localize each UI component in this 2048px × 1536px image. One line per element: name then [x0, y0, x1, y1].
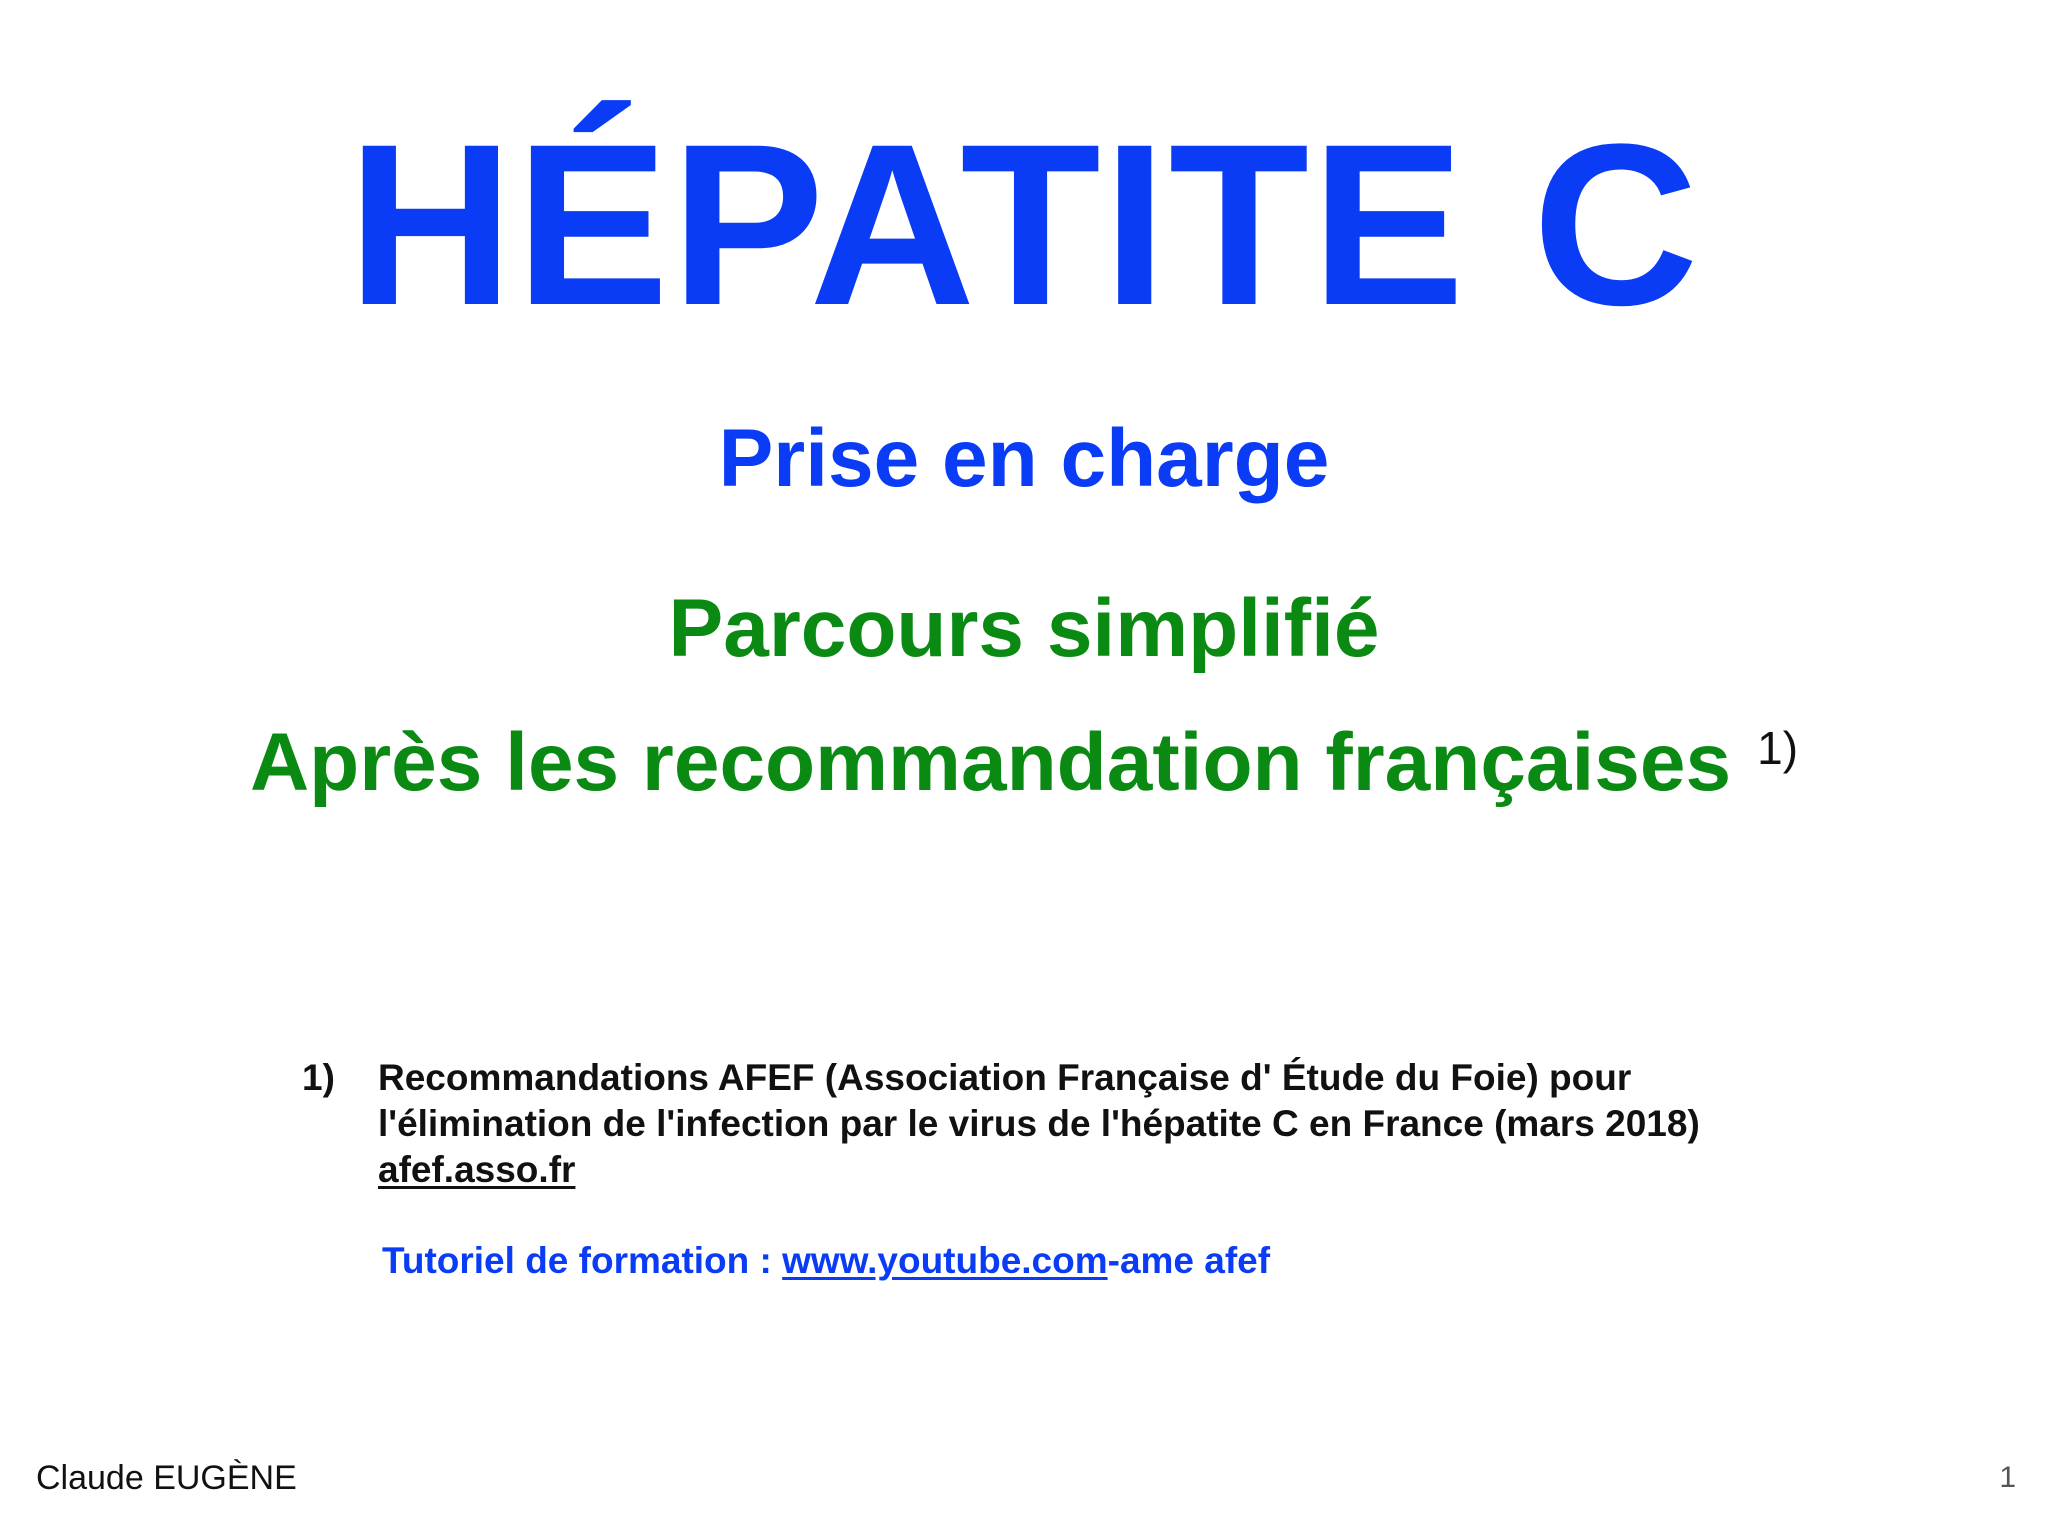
references-list: [302, 1055, 1762, 1193]
subtitle-recommandations: [0, 717, 2048, 808]
subtitle-prise-en-charge: Prise en charge: [718, 413, 1330, 504]
reference-text-block: [378, 1055, 1762, 1193]
reference-item: [302, 1055, 1762, 1193]
reference-number: 1): [302, 1057, 335, 1098]
afef-link[interactable]: afef.asso.fr: [378, 1149, 576, 1190]
reference-text: Recommandations AFEF (Association Française d' Étude du Foie) pour l'élimination de l'infection par le virus de l'hépatite C en France (mars 2018): [378, 1057, 1700, 1144]
tutorial-line: [382, 1238, 1270, 1284]
footnote-mark: 1): [1757, 722, 1799, 774]
author-name: Claude EUGÈNE: [36, 1459, 297, 1497]
youtube-link[interactable]: www.youtube.com: [782, 1240, 1108, 1281]
tutorial-suffix: -ame afef: [1107, 1240, 1271, 1281]
subtitle-parcours-simplifie: Parcours simplifié: [668, 583, 1380, 674]
tutorial-prefix: Tutoriel de formation :: [382, 1240, 783, 1281]
slide-title: HÉPATITE C: [347, 96, 1701, 353]
subtitle-recommandations-text: Après les recommandation françaises: [249, 717, 1732, 808]
page-number: 1: [1999, 1461, 2016, 1494]
